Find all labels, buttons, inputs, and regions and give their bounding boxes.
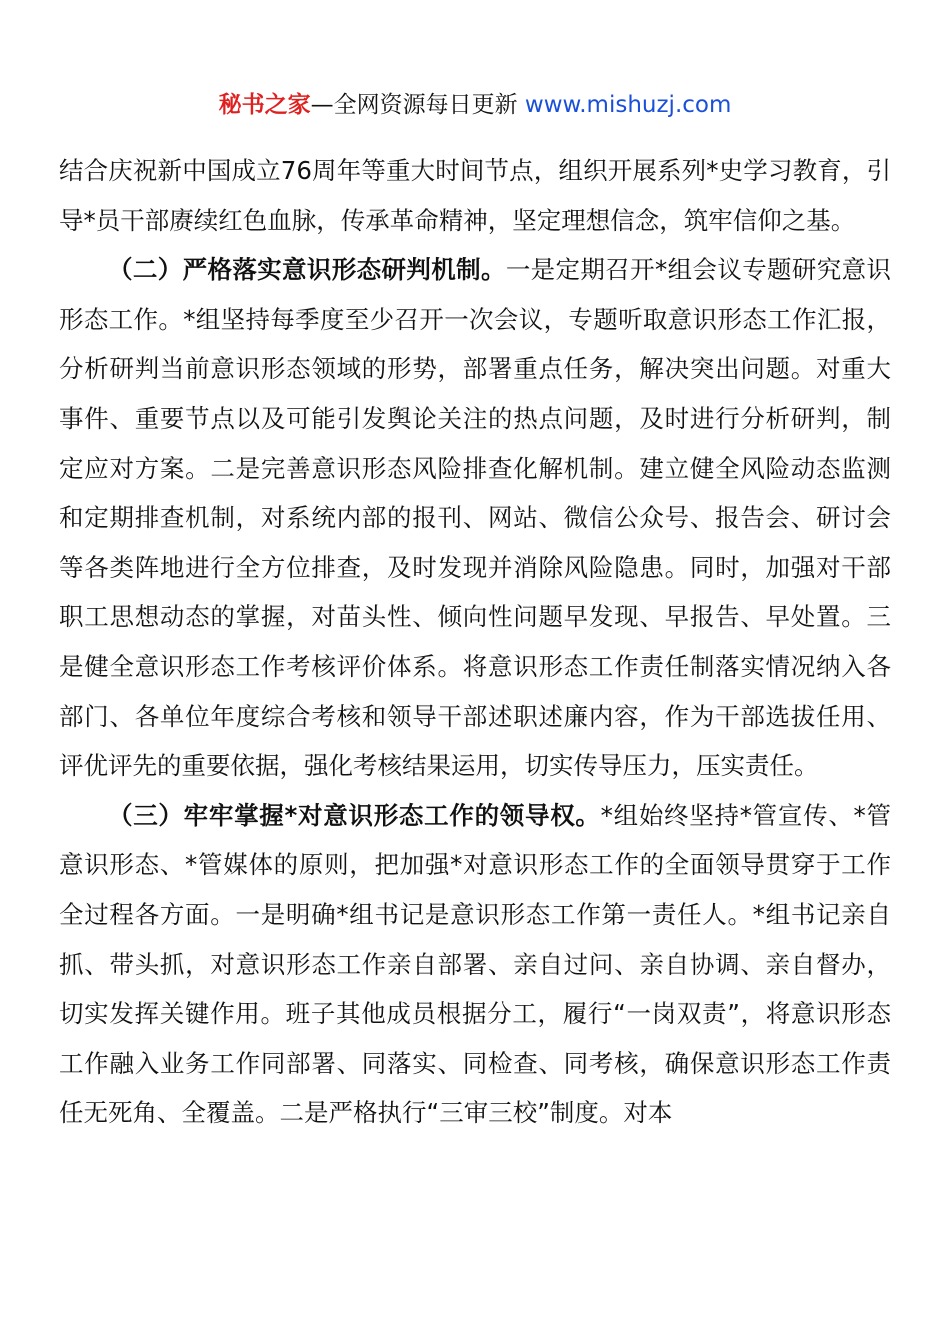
section-heading: （三）牢牢掌握*对意识形态工作的领导权。	[108, 800, 601, 830]
section-heading: （二）严格落实意识形态研判机制。	[108, 255, 506, 285]
page-header	[0, 88, 950, 122]
paragraph-section-3	[59, 791, 891, 1138]
paragraph-text: *组始终坚持*管宣传、*管意识形态、*管媒体的原则，把加强*对意识形态工作的全面领导贯穿于工作全过程各方面。一是明确*组书记是意识形态工作第一责任人。*组书记亲自抓、带头抓，对意识形态工作亲自部署、亲自过问、亲自协调、亲自督办，切实发挥关键作用。班子其他成员根据分工，履行“一岗双责”，将意识形态工作融入业务工作同部署、同落实、同检查、同考核，确保意识形态工作责任无死角、全覆盖。二是严格执行“三审三校”制度。对本	[59, 800, 892, 1128]
site-url-link[interactable]: www.mishuzj.com	[524, 92, 732, 118]
paragraph-text: 结合庆祝新中国成立76周年等重大时间节点，组织开展系列*史学习教育，引导*员干部赓续红色血脉，传承革命精神，坚定理想信念，筑牢信仰之基。	[59, 156, 891, 235]
brand-name: 秘书之家	[218, 92, 311, 118]
paragraph-section-2	[59, 245, 891, 791]
header-tagline: —全网资源每日更新	[310, 92, 525, 118]
paragraph-text: 一是定期召开*组会议专题研究意识形态工作。*组坚持每季度至少召开一次会议，专题听取意识形态工作汇报，分析研判当前意识形态领域的形势，部署重点任务，解决突出问题。对重大事件、重要节点以及可能引发舆论关注的热点问题，及时进行分析研判，制定应对方案。二是完善意识形态风险排查化解机制。建立健全风险动态监测和定期排查机制，对系统内部的报刊、网站、微信公众号、报告会、研讨会等各类阵地进行全方位排查，及时发现并消除风险隐患。同时，加强对干部职工思想动态的掌握，对苗头性、倾向性问题早发现、早报告、早处置。三是健全意识形态工作考核评价体系。将意识形态工作责任制落实情况纳入各部门、各单位年度综合考核和领导干部述职述廉内容，作为干部选拔任用、评优评先的重要依据，强化考核结果运用，切实传导压力，压实责任。	[59, 255, 892, 781]
document-body	[59, 146, 891, 1138]
paragraph-continued	[59, 146, 891, 245]
